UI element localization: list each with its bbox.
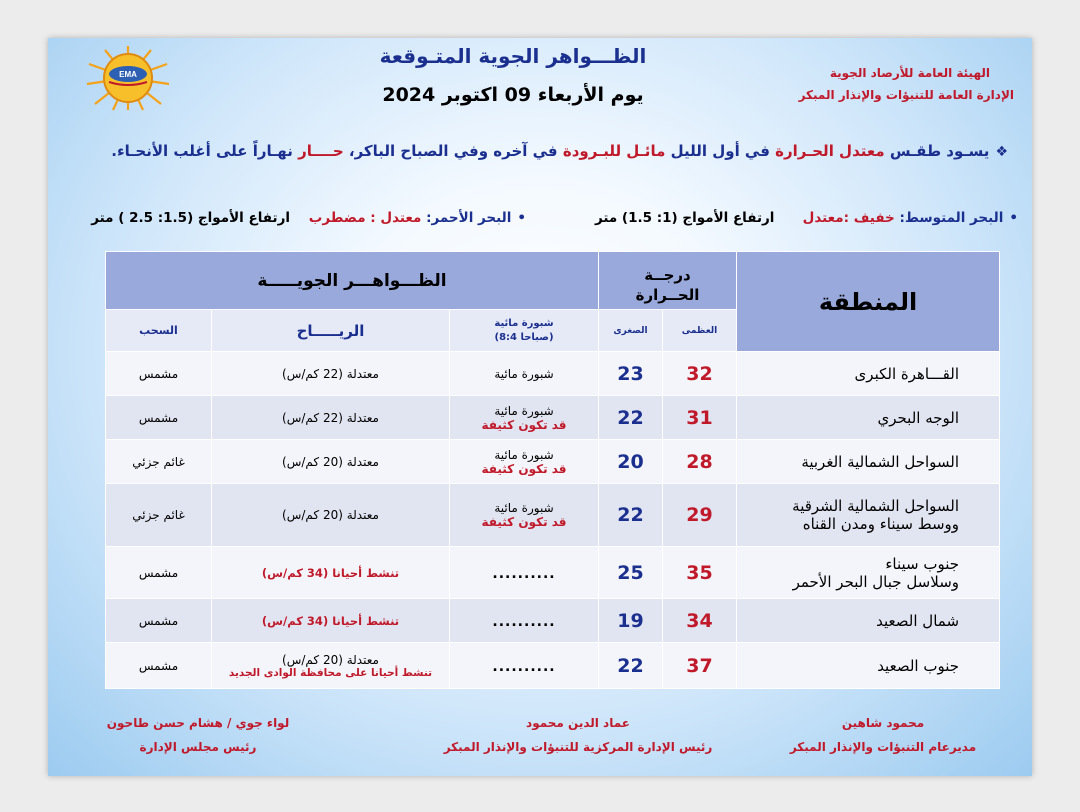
signature-title: رئيس الإدارة المركزية للتنبؤات والإنذار المبكر [443, 740, 713, 754]
clouds-value: مشمس [138, 565, 179, 580]
clouds-cell [106, 440, 212, 484]
wind-cell [212, 547, 450, 599]
region-name: القـــاهرة الكبرى [854, 364, 960, 383]
fog-value: شبورة مائية [494, 447, 554, 462]
weather-bulletin-sheet [48, 38, 1032, 776]
fog-note: قد تكون كثيفة [481, 515, 567, 529]
fog-cell [450, 643, 599, 689]
max-temp-cell: 28 [663, 440, 737, 484]
region-name: السواحل الشمالية الغربية [801, 452, 960, 471]
summary-text: في أول الليل [665, 142, 776, 160]
table-row [106, 484, 1000, 547]
fog-cell [450, 599, 599, 643]
table-row [106, 352, 1000, 396]
wind-header: الريـــــاح [212, 310, 450, 352]
fog-value: .......... [492, 659, 556, 675]
wind-value: معتدلة (22 كم/س) [282, 410, 379, 425]
red-sea-state [91, 210, 526, 226]
fog-value: شبورة مائية [494, 403, 554, 418]
clouds-value: مشمس [138, 613, 179, 628]
med-state: خفيف :معتدل [802, 210, 895, 226]
wind-cell [212, 484, 450, 547]
region-name-line2: ووسط سيناء ومدن القناه [802, 515, 960, 533]
wind-cell [212, 440, 450, 484]
wind-note: تنشط أحيانا على محافظة الوادى الجديد [228, 666, 433, 679]
max-temp-cell: 31 [663, 396, 737, 440]
wind-cell [212, 599, 450, 643]
fog-cell [450, 547, 599, 599]
signature-block [103, 716, 293, 754]
clouds-value: مشمس [138, 366, 179, 381]
fog-value: شبورة مائية [494, 501, 554, 515]
max-temp-cell: 32 [663, 352, 737, 396]
clouds-value: مشمس [138, 658, 179, 673]
clouds-cell [106, 396, 212, 440]
forecast-table [105, 251, 1000, 689]
clouds-cell [106, 484, 212, 547]
mediterranean-sea-state [595, 210, 1018, 226]
fog-value: .......... [492, 614, 556, 630]
diamond-bullet-icon: ❖ [995, 144, 1008, 160]
region-cell [737, 440, 1000, 484]
region-name: الوجه البحري [877, 408, 960, 427]
wind-cell [212, 396, 450, 440]
fog-header-line: شبورة مائية [494, 317, 554, 329]
bulletin-date: يوم الأربعاء 09 اكتوبر 2024 [382, 84, 644, 106]
temperature-header [599, 252, 737, 310]
clouds-header: السحب [106, 310, 212, 352]
wind-value: معتدلة (20 كم/س) [282, 454, 379, 469]
bullet-icon: • [1009, 210, 1018, 226]
wind-cell [212, 352, 450, 396]
wind-cell [212, 643, 450, 689]
med-label: البحر المتوسط: [899, 210, 1004, 226]
wind-value: معتدلة (20 كم/س) [282, 508, 379, 522]
red-sea-label: البحر الأحمر: [426, 210, 512, 226]
clouds-value: غائم جزئي [132, 508, 185, 522]
summary-text: نهـاراً على أغلب الأنحـاء. [111, 142, 299, 160]
table-row [106, 547, 1000, 599]
summary-text: حــــار [298, 142, 344, 160]
max-temp-cell: 35 [663, 547, 737, 599]
clouds-value: غائم جزئي [132, 454, 185, 469]
temperature-header-line: الحــرارة [635, 286, 700, 304]
max-temp-cell: 34 [663, 599, 737, 643]
region-cell [737, 484, 1000, 547]
min-temp-cell: 25 [599, 547, 663, 599]
signature-block [773, 716, 993, 754]
ema-logo [83, 44, 173, 112]
table-row [106, 440, 1000, 484]
clouds-cell [106, 547, 212, 599]
min-temp-cell: 19 [599, 599, 663, 643]
region-cell [737, 352, 1000, 396]
region-cell [737, 599, 1000, 643]
clouds-cell [106, 352, 212, 396]
table-row [106, 396, 1000, 440]
signature-name: لواء جوي / هشام حسن طاحون [106, 716, 290, 730]
red-sea-waves: ارتفاع الأمواج (1.5: 2.5 ) متر [91, 210, 290, 226]
signature-title: مديرعام التنبؤات والإنذار المبكر [789, 740, 977, 754]
clouds-cell [106, 643, 212, 689]
org-department: الإدارة العامة للتنبؤات والإنذار المبكر [798, 88, 1014, 102]
region-name: جنوب سيناء [885, 554, 960, 573]
region-cell [737, 643, 1000, 689]
fog-cell [450, 440, 599, 484]
wind-value: تنشط أحيانا (34 كم/س) [261, 565, 400, 580]
min-temp-cell: 20 [599, 440, 663, 484]
summary-text: معتدل الحـرارة [775, 142, 885, 160]
page-title: الظـــواهر الجوية المتـوقعة [379, 44, 647, 68]
fog-cell [450, 484, 599, 547]
summary-text: مائـل للبـرودة [562, 142, 666, 160]
med-waves: ارتفاع الأمواج (1: 1.5) متر [594, 210, 775, 226]
fog-cell [450, 396, 599, 440]
signature-title: رئيس مجلس الإدارة [139, 740, 257, 754]
max-temp-cell: 29 [663, 484, 737, 547]
min-temp-cell: 22 [599, 484, 663, 547]
region-name: شمال الصعيد [876, 611, 960, 630]
signature-name: محمود شاهين [841, 716, 925, 730]
wind-value: معتدلة (22 كم/س) [282, 366, 379, 381]
min-temp-cell: 23 [599, 352, 663, 396]
min-temp-cell: 22 [599, 396, 663, 440]
red-sea-state-value: معتدل : مضطرب [308, 210, 422, 226]
min-temp-cell: 22 [599, 643, 663, 689]
region-name-line2: وسلاسل جبال البحر الأحمر [792, 572, 960, 591]
phenomena-header: الظـــواهـــر الجويـــــة [106, 252, 599, 310]
signature-name: عماد الدين محمود [526, 716, 630, 730]
fog-note: قد تكون كثيفة [481, 417, 567, 432]
wind-value: تنشط أحيانا (34 كم/س) [261, 613, 400, 628]
fog-value: شبورة مائية [494, 366, 554, 381]
max-temp-cell: 37 [663, 643, 737, 689]
bullet-icon: • [517, 210, 526, 226]
fog-cell [450, 352, 599, 396]
signature-block [443, 716, 713, 754]
max-temp-header: العظمى [663, 310, 737, 352]
fog-header [450, 310, 599, 352]
table-row [106, 643, 1000, 689]
clouds-value: مشمس [138, 410, 179, 425]
region-name: جنوب الصعيد [877, 656, 960, 675]
region-cell [737, 547, 1000, 599]
region-name: السواحل الشمالية الشرقية [792, 497, 960, 515]
summary-text: يسـود طقـس [884, 142, 990, 160]
org-name: الهيئة العامة للأرصاد الجوية [829, 66, 990, 80]
table-row [106, 599, 1000, 643]
svg-text:EMA: EMA [119, 70, 137, 79]
region-header: المنطقة [737, 252, 1000, 352]
wind-value: معتدلة (20 كم/س) [282, 652, 379, 667]
fog-value: .......... [492, 566, 556, 582]
min-temp-header: الصغرى [599, 310, 663, 352]
fog-note: قد تكون كثيفة [481, 461, 567, 476]
fog-header-line: (8:4 صباحا) [494, 331, 554, 343]
summary-text: في آخره وفي الصباح الباكر، [343, 142, 563, 160]
region-cell [737, 396, 1000, 440]
clouds-cell [106, 599, 212, 643]
temperature-header-line: درجــة [644, 266, 691, 284]
weather-summary [68, 142, 1008, 160]
